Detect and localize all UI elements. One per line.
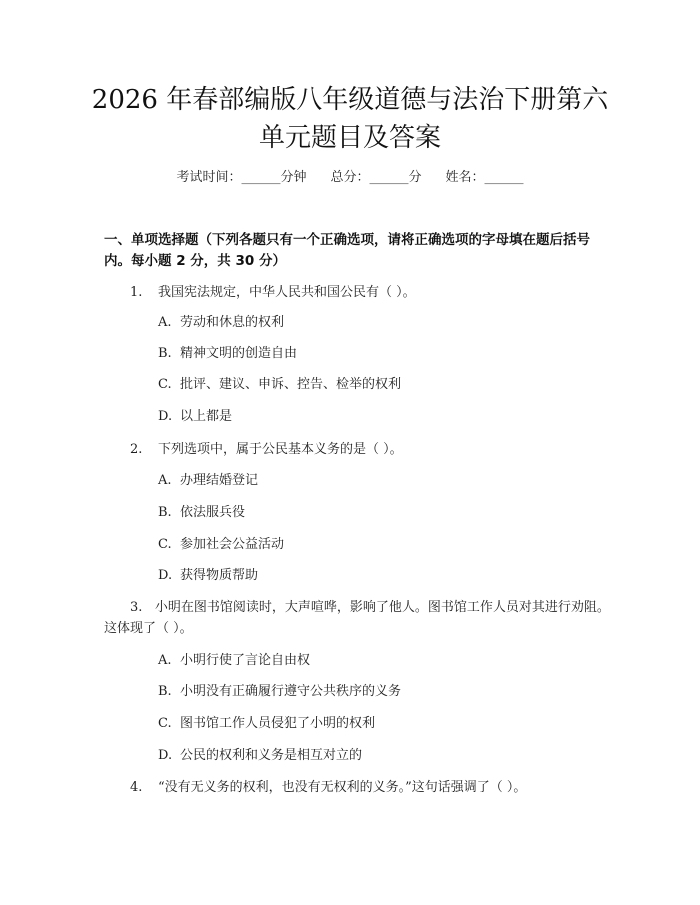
option-3d (158, 746, 362, 766)
option-letter: B. (158, 346, 172, 361)
option-1d (158, 407, 232, 427)
option-1a (158, 313, 284, 333)
question-number: 4. (130, 780, 143, 795)
option-text: 获得物质帮助 (180, 568, 259, 583)
section-heading: 一、单项选择题（下列各题只有一个正确选项，请将正确选项的字母填在题后括号内。每小题 2 分，共 30 分） (104, 232, 590, 269)
option-text: 精神文明的创造自由 (180, 346, 298, 361)
total-score-field: 总分：______分 (330, 170, 422, 185)
option-letter: A. (158, 315, 172, 330)
question-text: 我国宪法规定，中华人民共和国公民有（ ）。 (158, 285, 416, 300)
document-title-line-1: 2026 年春部编版八年级道德与法治下册第六 (91, 85, 609, 115)
question-text: 小明在图书馆阅读时，大声喧哗，影响了他人。图书馆工作人员对其进行劝阻。这体现了（ ）。 (104, 600, 610, 636)
option-1b (158, 344, 297, 364)
option-text: 小明行使了言论自由权 (180, 653, 311, 668)
option-2a (158, 471, 258, 491)
option-letter: C. (158, 716, 172, 731)
option-letter: B. (158, 505, 172, 520)
option-text: 办理结婚登记 (180, 473, 259, 488)
option-text: 小明没有正确履行遵守公共秩序的义务 (180, 684, 402, 699)
question-number: 2. (130, 442, 143, 457)
name-field: 姓名：______ (445, 170, 524, 185)
option-letter: A. (158, 473, 172, 488)
option-text: 参加社会公益活动 (180, 537, 285, 552)
exam-info (0, 168, 700, 188)
question-text: “没有无义务的权利，也没有无权利的义务。”这句话强调了（ ）。 (158, 780, 527, 795)
question-number: 3. (130, 600, 143, 615)
option-text: 以上都是 (180, 409, 233, 424)
option-1c (158, 375, 401, 395)
option-text: 公民的权利和义务是相互对立的 (180, 748, 363, 763)
option-letter: C. (158, 537, 172, 552)
option-letter: A. (158, 653, 172, 668)
option-2b (158, 503, 245, 523)
option-3b (158, 682, 401, 702)
option-letter: B. (158, 684, 172, 699)
option-letter: D. (158, 568, 173, 583)
document-title-line-2: 单元题目及答案 (258, 123, 441, 153)
exam-time-field: 考试时间：______分钟 (176, 170, 307, 185)
question-text: 下列选项中，属于公民基本义务的是（ ）。 (158, 442, 403, 457)
question-3 (104, 597, 614, 639)
option-letter: D. (158, 409, 173, 424)
option-text: 依法服兵役 (180, 505, 246, 520)
option-letter: D. (158, 748, 173, 763)
option-3a (158, 651, 310, 671)
option-2d (158, 566, 258, 586)
option-text: 劳动和休息的权利 (180, 315, 285, 330)
option-letter: C. (158, 377, 172, 392)
option-text: 图书馆工作人员侵犯了小明的权利 (180, 716, 376, 731)
option-3c (158, 714, 375, 734)
option-text: 批评、建议、申诉、控告、检举的权利 (180, 377, 402, 392)
option-2c (158, 535, 284, 555)
question-number: 1. (130, 285, 143, 300)
